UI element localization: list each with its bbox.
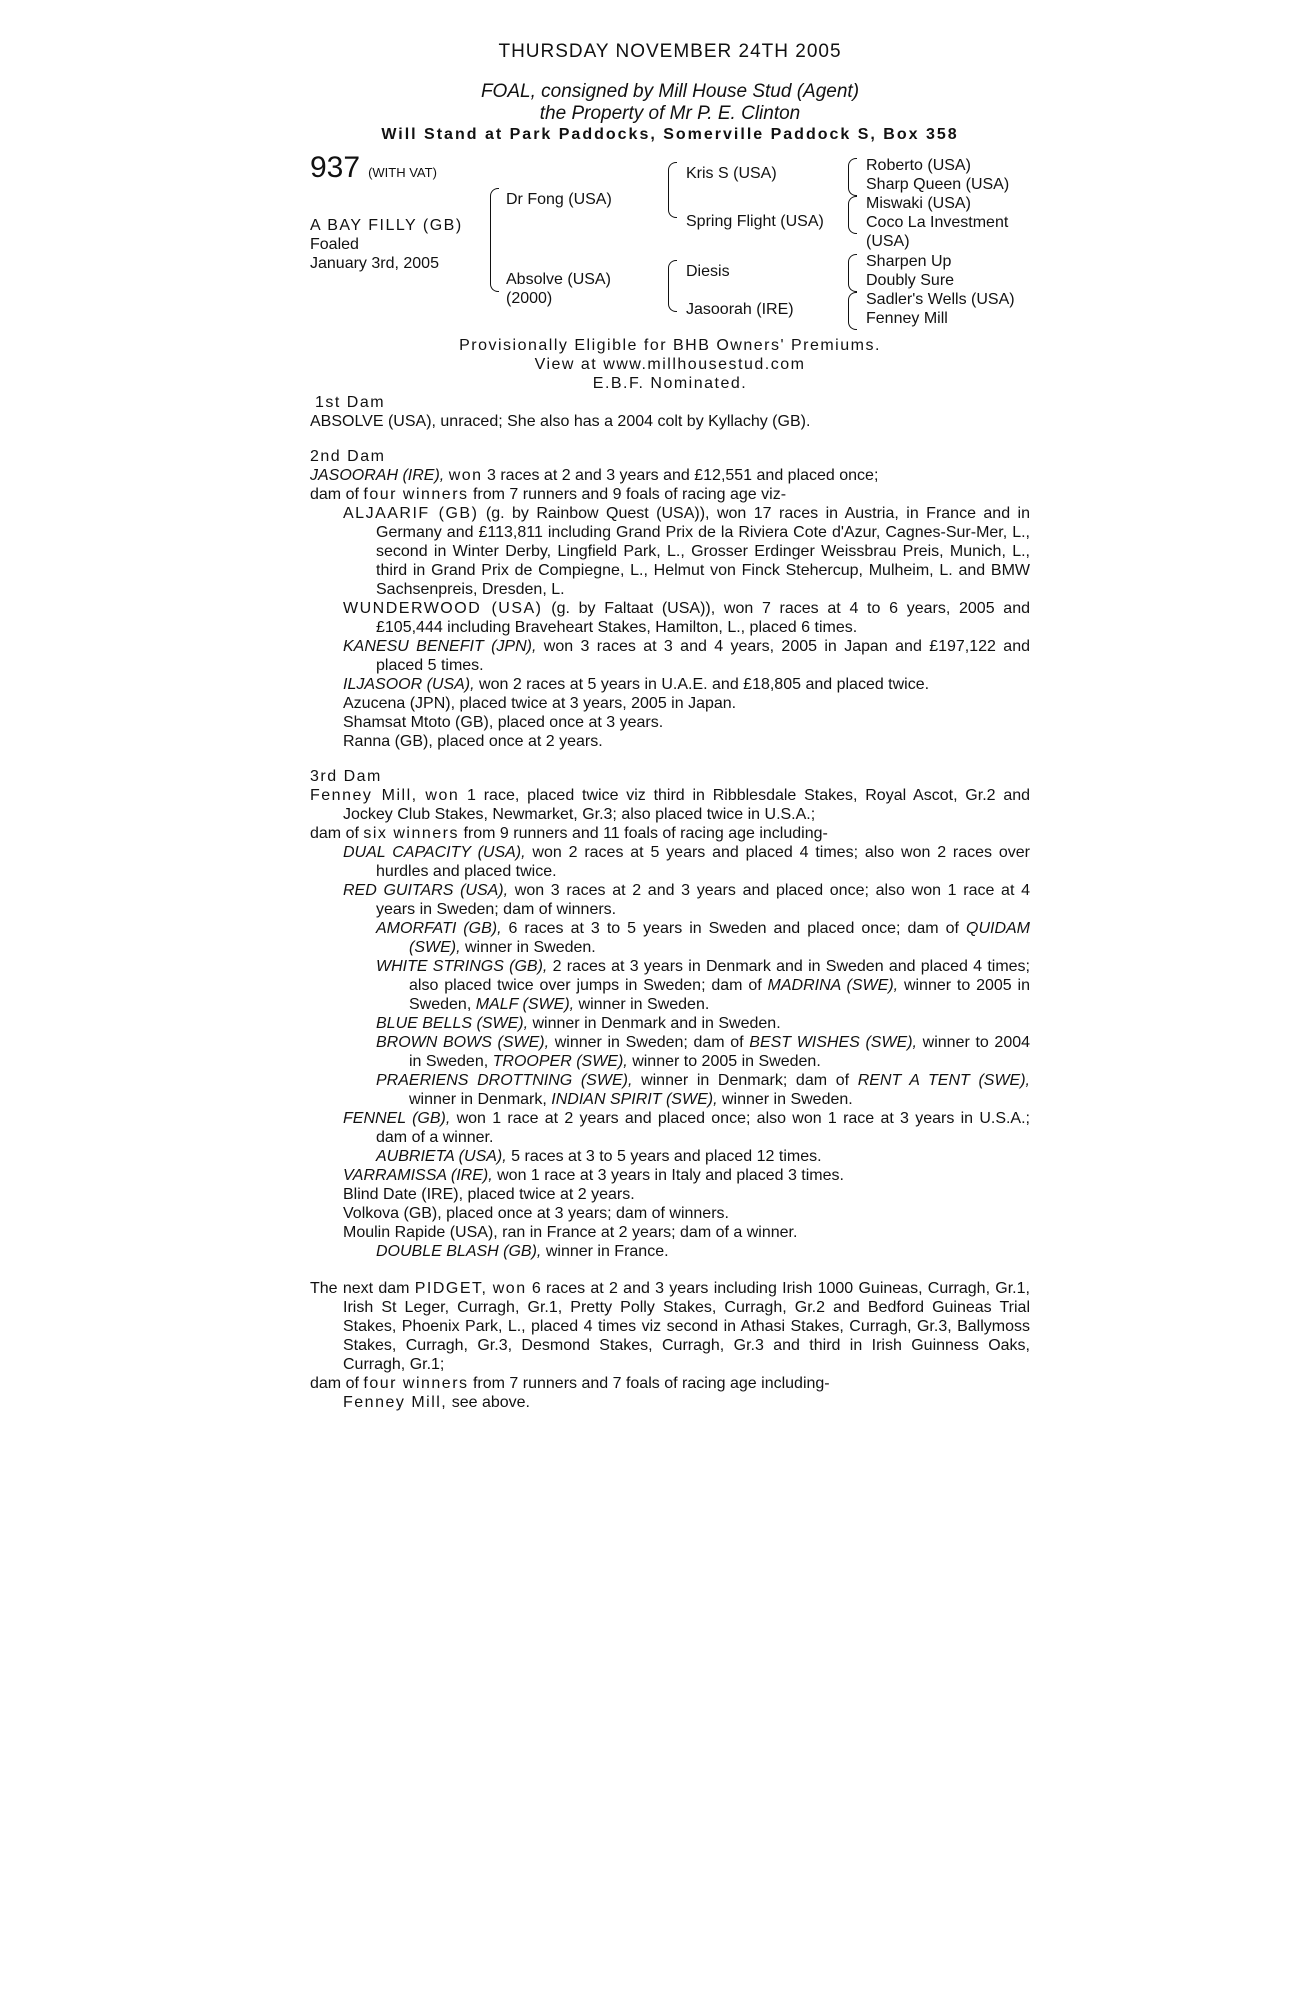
horse-name: KANESU BENEFIT (JPN), xyxy=(343,638,537,655)
pedigree-bracket xyxy=(848,292,857,330)
horse-name: FENNEL (GB), xyxy=(343,1110,451,1127)
horse-name: BROWN BOWS (SWE), xyxy=(376,1034,550,1051)
produce-entry xyxy=(310,919,1030,957)
nextdam-dam-of xyxy=(310,1374,1030,1393)
record-text: (g. by Rainbow Quest (USA)), won 17 races in Austria, in France and in Germany and £113,811 including Grand Prix de la Riviera Cote d'Azur, Cagnes-Sur-Mer, L., second in Winter Derby, Lingfield Park, L., Grosser Erdinger Weissbrau Preis, Munich, L., third in Grand Prix de Compiegne, L., Helmut von Finck Stehercup, Mulheim, L. and BMW Sachsenpreis, Dresden, L. xyxy=(376,505,1031,598)
horse-name: INDIAN SPIRIT (SWE), xyxy=(551,1091,718,1108)
record-text: won 1 race at 2 years and placed once; also won 1 race at 3 years in U.S.A.; dam of a winner. xyxy=(376,1110,1030,1146)
foaled-label: Foaled xyxy=(310,236,359,253)
record-text: winner in Sweden. xyxy=(721,1091,853,1108)
horse-name: VARRAMISSA (IRE), xyxy=(343,1167,493,1184)
sire: Dr Fong (USA) xyxy=(506,191,612,208)
catalogue-page xyxy=(310,42,1030,1412)
sd-sire: Miswaki (USA) xyxy=(866,195,971,212)
record-text: won 2 races at 5 years and placed 4 times; also won 2 races over hurdles and placed twice. xyxy=(376,844,1030,880)
horse-name: Fenney Mill, xyxy=(343,1394,448,1411)
pedigree-table xyxy=(310,151,1030,336)
sd-dam: Coco La Investment xyxy=(866,214,1009,231)
produce-entry xyxy=(310,1147,1030,1166)
dam3-heading: 3rd Dam xyxy=(310,768,382,785)
record-text: 1 race, placed twice viz third in Ribblesdale Stakes, Royal Ascot, Gr.2 and Jockey Club Stakes, Newmarket, Gr.3; also placed twice in U.S.A.; xyxy=(343,787,1031,823)
record-text: winner to 2004 in Sweden, xyxy=(409,1034,1031,1070)
horse-name: ALJAARIF (GB) xyxy=(343,505,479,522)
sale-date: THURSDAY NOVEMBER 24TH 2005 xyxy=(498,41,842,62)
produce-entry xyxy=(310,1071,1030,1109)
record-text: won 3 races at 3 and 4 years, 2005 in Japan and £197,122 and placed 5 times. xyxy=(376,638,1030,674)
produce-entry: Azucena (JPN), placed twice at 3 years, 2005 in Japan. xyxy=(343,695,737,712)
consignor-line: FOAL, consigned by Mill House Stud (Agent) xyxy=(480,81,860,102)
horse-name: RENT A TENT (SWE), xyxy=(857,1072,1030,1089)
horse-name: MALF (SWE), xyxy=(475,996,575,1013)
horse-name: WUNDERWOOD (USA) xyxy=(343,600,543,617)
sire-sire: Kris S (USA) xyxy=(686,165,777,182)
dam3-dam-of xyxy=(310,824,1030,843)
record-text: winner in Denmark and in Sweden. xyxy=(532,1015,781,1032)
produce-entry xyxy=(310,1033,1030,1071)
pedigree-bracket xyxy=(848,196,857,234)
produce-entry xyxy=(310,1109,1030,1147)
record-text: won 1 race at 3 years in Italy and placed 3 times. xyxy=(497,1167,844,1184)
record-text: winner in Sweden; dam of xyxy=(554,1034,744,1051)
ebf-note: E.B.F. Nominated. xyxy=(592,375,748,392)
runners-text: from 7 runners and 9 foals of racing age viz- xyxy=(472,486,787,503)
horse-name: PIDGET, xyxy=(414,1280,488,1297)
horse-name: BEST WISHES (SWE), xyxy=(749,1034,918,1051)
dam-of-label: dam of xyxy=(310,486,359,503)
horse-name: DUAL CAPACITY (USA), xyxy=(343,844,526,861)
produce-entry xyxy=(310,637,1030,675)
horse-name: BLUE BELLS (SWE), xyxy=(376,1015,529,1032)
record-text: 2 races at 3 years in Denmark and in Sweden and placed 4 times; also placed twice over jumps in Sweden; dam of xyxy=(409,958,1030,994)
owner-line: the Property of Mr P. E. Clinton xyxy=(539,103,801,124)
dam2-intro xyxy=(310,466,1030,485)
dd-sire: Sadler's Wells (USA) xyxy=(866,291,1015,308)
sire-dam: Spring Flight (USA) xyxy=(686,213,824,230)
produce-entry xyxy=(310,957,1030,1014)
record-text: 3 races at 2 and 3 years and £12,551 and placed once; xyxy=(487,467,879,484)
record-text: winner in Denmark, xyxy=(409,1091,547,1108)
record-text: winner in Denmark; dam of xyxy=(641,1072,850,1089)
produce-entry xyxy=(310,504,1030,599)
produce-entry: Blind Date (IRE), placed twice at 2 years. xyxy=(343,1186,635,1203)
won-word: won xyxy=(492,1280,527,1297)
record-text: won 2 races at 5 years in U.A.E. and £18,805 and placed twice. xyxy=(479,676,930,693)
won-word: won xyxy=(425,787,460,804)
horse-name: AUBRIETA (USA), xyxy=(376,1148,507,1165)
produce-entry: Shamsat Mtoto (GB), placed once at 3 years. xyxy=(343,714,664,731)
dd-dam: Fenney Mill xyxy=(866,310,948,327)
ss-dam: Sharp Queen (USA) xyxy=(866,176,1010,193)
horse-name: WHITE STRINGS (GB), xyxy=(376,958,548,975)
produce-entry xyxy=(310,1393,1030,1412)
dam1-text: ABSOLVE (USA), unraced; She also has a 2004 colt by Kyllachy (GB). xyxy=(310,413,811,430)
horse-name: RED GUITARS (USA), xyxy=(343,882,509,899)
produce-entry xyxy=(310,599,1030,637)
dam: Absolve (USA) xyxy=(506,271,611,288)
nextdam-intro xyxy=(310,1279,1030,1374)
dam-sire: Diesis xyxy=(686,263,730,280)
pedigree-bracket xyxy=(668,260,677,312)
produce-entry xyxy=(310,1242,1030,1261)
dam1-heading: 1st Dam xyxy=(315,394,386,411)
ss-sire: Roberto (USA) xyxy=(866,157,971,174)
dam-dam: Jasoorah (IRE) xyxy=(686,301,794,318)
produce-entry xyxy=(310,843,1030,881)
ds-sire: Sharpen Up xyxy=(866,253,952,270)
runners-text: from 7 runners and 7 foals of racing age including- xyxy=(472,1375,830,1392)
vat-note: (WITH VAT) xyxy=(368,165,437,180)
view-link[interactable]: View at www.millhousestud.com xyxy=(534,356,806,373)
dam2-dam-of xyxy=(310,485,1030,504)
winners-count: four winners xyxy=(363,1375,469,1392)
pedigree-bracket xyxy=(848,254,857,292)
dam-of-label: dam of xyxy=(310,825,359,842)
record-text: winner in Sweden. xyxy=(465,939,596,956)
horse-name: DOUBLE BLASH (GB), xyxy=(376,1243,542,1260)
record-text: won 3 races at 2 and 3 years and placed once; also won 1 race at 4 years in Sweden; dam of winners. xyxy=(376,882,1030,918)
foaled-date: January 3rd, 2005 xyxy=(310,255,439,272)
premiums-note: Provisionally Eligible for BHB Owners' Premiums. xyxy=(459,337,881,354)
pedigree-bracket xyxy=(490,188,499,292)
produce-entry: Moulin Rapide (USA), ran in France at 2 years; dam of a winner. xyxy=(343,1224,798,1241)
produce-entry: Volkova (GB), placed once at 3 years; dam of winners. xyxy=(343,1205,729,1222)
lot-name: A BAY FILLY (GB) xyxy=(310,217,463,234)
runners-text: from 9 runners and 11 foals of racing age including- xyxy=(463,825,828,842)
horse-name: QUIDAM (SWE), xyxy=(409,920,1030,956)
record-text: see above. xyxy=(451,1394,530,1411)
produce-entry xyxy=(310,881,1030,919)
lot-number-row xyxy=(310,151,437,184)
produce-entry xyxy=(310,1014,1030,1033)
dam-year: (2000) xyxy=(506,290,553,307)
horse-name: PRAERIENS DROTTNING (SWE), xyxy=(376,1072,633,1089)
ds-dam: Doubly Sure xyxy=(866,272,955,289)
horse-name: Fenney Mill, xyxy=(310,787,418,804)
produce-entry: Ranna (GB), placed once at 2 years. xyxy=(343,733,603,750)
lot-number: 937 xyxy=(310,151,361,184)
record-text: 6 races at 2 and 3 years including Irish 1000 Guineas, Curragh, Gr.1, Irish St Leger, Curragh, Gr.1, Pretty Polly Stakes, Curragh, Gr.2 and Bedford Guineas Trial Stakes, Phoenix Park, L., placed 4 times viz second in Athasi Stakes, Curragh, Gr.3, Ballymoss Stakes, Curragh, Gr.3, Desmond Stakes, Curragh, Gr.3 and third in Irish Guinness Oaks, Curragh, Gr.1; xyxy=(343,1280,1030,1373)
horse-name: ILJASOOR (USA), xyxy=(343,676,475,693)
record-text: winner to 2005 in Sweden, xyxy=(409,977,1030,1013)
winners-count: four winners xyxy=(363,486,469,503)
horse-name: MADRINA (SWE), xyxy=(767,977,899,994)
dam3-intro xyxy=(310,786,1030,824)
horse-name: AMORFATI (GB), xyxy=(376,920,502,937)
record-text: 6 races at 3 to 5 years in Sweden and placed once; dam of xyxy=(508,920,959,937)
dam-of-label: dam of xyxy=(310,1375,359,1392)
nextdam-label: The next dam xyxy=(310,1280,410,1297)
record-text: winner to 2005 in Sweden. xyxy=(632,1053,821,1070)
produce-entry xyxy=(310,675,1030,694)
horse-name: TROOPER (SWE), xyxy=(492,1053,628,1070)
stand-location: Will Stand at Park Paddocks, Somerville Paddock S, Box 358 xyxy=(381,126,959,143)
dam2-heading: 2nd Dam xyxy=(310,448,386,465)
sd-dam-country: (USA) xyxy=(866,233,910,250)
record-text: winner in France. xyxy=(545,1243,669,1260)
winners-count: six winners xyxy=(363,825,460,842)
record-text: 5 races at 3 to 5 years and placed 12 times. xyxy=(511,1148,822,1165)
horse-name: JASOORAH (IRE), xyxy=(310,467,445,484)
pedigree-bracket xyxy=(668,162,677,218)
record-text: (g. by Faltaat (USA)), won 7 races at 4 to 6 years, 2005 and £105,444 including Braveheart Stakes, Hamilton, L., placed 6 times. xyxy=(376,600,1030,636)
pedigree-bracket xyxy=(848,158,857,196)
won-word: won xyxy=(448,467,483,484)
record-text: winner in Sweden. xyxy=(578,996,710,1013)
produce-entry xyxy=(310,1166,1030,1185)
